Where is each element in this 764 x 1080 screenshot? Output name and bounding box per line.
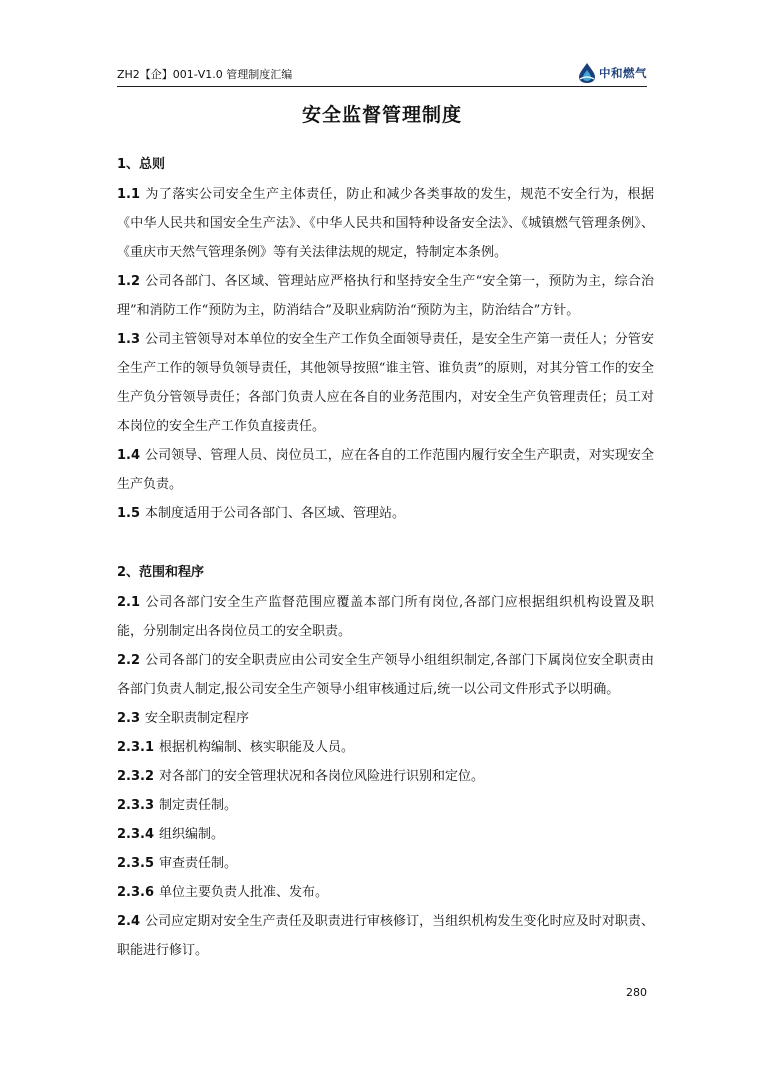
clause-text: 公司各部门的安全职责应由公司安全生产领导小组组织制定,各部门下属岗位安全职责由各部门负责人制定,报公司安全生产领导小组审核通过后,统一以公司文件形式予以明确。 bbox=[117, 653, 654, 697]
company-logo bbox=[577, 62, 647, 84]
clause-text: 公司各部门安全生产监督范围应覆盖本部门所有岗位,各部门应根据组织机构设置及职能，分别制定出各岗位员工的安全职责。 bbox=[117, 595, 654, 639]
clause-text: 单位主要负责人批准、发布。 bbox=[159, 885, 329, 900]
clause bbox=[117, 704, 654, 733]
document-body bbox=[117, 150, 654, 965]
clause bbox=[117, 733, 654, 762]
section-spacer bbox=[117, 528, 654, 558]
page-header bbox=[117, 56, 647, 87]
clause-number: 2.1 bbox=[117, 595, 141, 610]
clause bbox=[117, 325, 654, 441]
clause-number: 2.3.1 bbox=[117, 740, 155, 755]
clause-text: 根据机构编制、核实职能及人员。 bbox=[159, 740, 355, 755]
clause-text: 组织编制。 bbox=[159, 827, 225, 842]
clause bbox=[117, 441, 654, 499]
clause-number: 1.3 bbox=[117, 332, 141, 347]
clause bbox=[117, 762, 654, 791]
clause-text: 本制度适用于公司各部门、各区域、管理站。 bbox=[145, 506, 406, 521]
clause bbox=[117, 791, 654, 820]
clause bbox=[117, 849, 654, 878]
clause-number: 1.5 bbox=[117, 506, 141, 521]
clause-number: 2.3.4 bbox=[117, 827, 155, 842]
clause-number: 2.2 bbox=[117, 653, 141, 668]
clause-number: 2.3.2 bbox=[117, 769, 155, 784]
clause bbox=[117, 180, 654, 267]
clause-number: 2.3 bbox=[117, 711, 141, 726]
clause-text: 对各部门的安全管理状况和各岗位风险进行识别和定位。 bbox=[159, 769, 485, 784]
section-heading: 2、范围和程序 bbox=[117, 565, 205, 580]
clause-text: 公司应定期对安全生产责任及职责进行审核修订，当组织机构发生变化时应及时对职责、职能进行修订。 bbox=[117, 914, 654, 958]
clause-number: 1.4 bbox=[117, 448, 141, 463]
section-heading: 1、总则 bbox=[117, 157, 166, 172]
clause bbox=[117, 907, 654, 965]
clause bbox=[117, 820, 654, 849]
clause-text: 制定责任制。 bbox=[159, 798, 238, 813]
clause-text: 公司各部门、各区域、管理站应严格执行和坚持安全生产“安全第一，预防为主，综合治理”和消防工作“预防为主，防消结合”及职业病防治“预防为主，防治结合”方针。 bbox=[117, 274, 654, 318]
clause-number: 1.1 bbox=[117, 187, 141, 202]
document-title: 安全监督管理制度 bbox=[301, 104, 462, 126]
document-code: ZH2【企】001-V1.0 管理制度汇编 bbox=[117, 68, 293, 81]
flame-drop-icon bbox=[577, 62, 597, 84]
clause bbox=[117, 878, 654, 907]
clause-number: 2.3.3 bbox=[117, 798, 155, 813]
clause-text: 公司领导、管理人员、岗位员工，应在各自的工作范围内履行安全生产职责，对实现安全生产负责。 bbox=[117, 448, 654, 492]
clause bbox=[117, 588, 654, 646]
clause-text: 公司主管领导对本单位的安全生产工作负全面领导责任，是安全生产第一责任人；分管安全生产工作的领导负领导责任，其他领导按照“谁主管、谁负责”的原则，对其分管工作的安全生产负分管领导责任；各部门负责人应在各自的业务范围内，对安全生产负管理责任；员工对本岗位的安全生产工作负直接责任。 bbox=[117, 332, 654, 434]
clause-number: 1.2 bbox=[117, 274, 141, 289]
clause bbox=[117, 499, 654, 528]
clause-text: 审查责任制。 bbox=[159, 856, 238, 871]
clause bbox=[117, 646, 654, 704]
clause-number: 2.4 bbox=[117, 914, 141, 929]
clause-text: 为了落实公司安全生产主体责任，防止和减少各类事故的发生，规范不安全行为，根据《中华人民共和国安全生产法》、《中华人民共和国特种设备安全法》、《城镇燃气管理条例》、《重庆市天然气管理条例》等有关法律法规的规定，特制定本条例。 bbox=[117, 187, 654, 260]
logo-text: 中和燃气 bbox=[599, 66, 647, 80]
clause bbox=[117, 267, 654, 325]
clause-number: 2.3.6 bbox=[117, 885, 155, 900]
page-number: 280 bbox=[626, 986, 647, 999]
clause-number: 2.3.5 bbox=[117, 856, 155, 871]
clause-text: 安全职责制定程序 bbox=[145, 711, 250, 726]
